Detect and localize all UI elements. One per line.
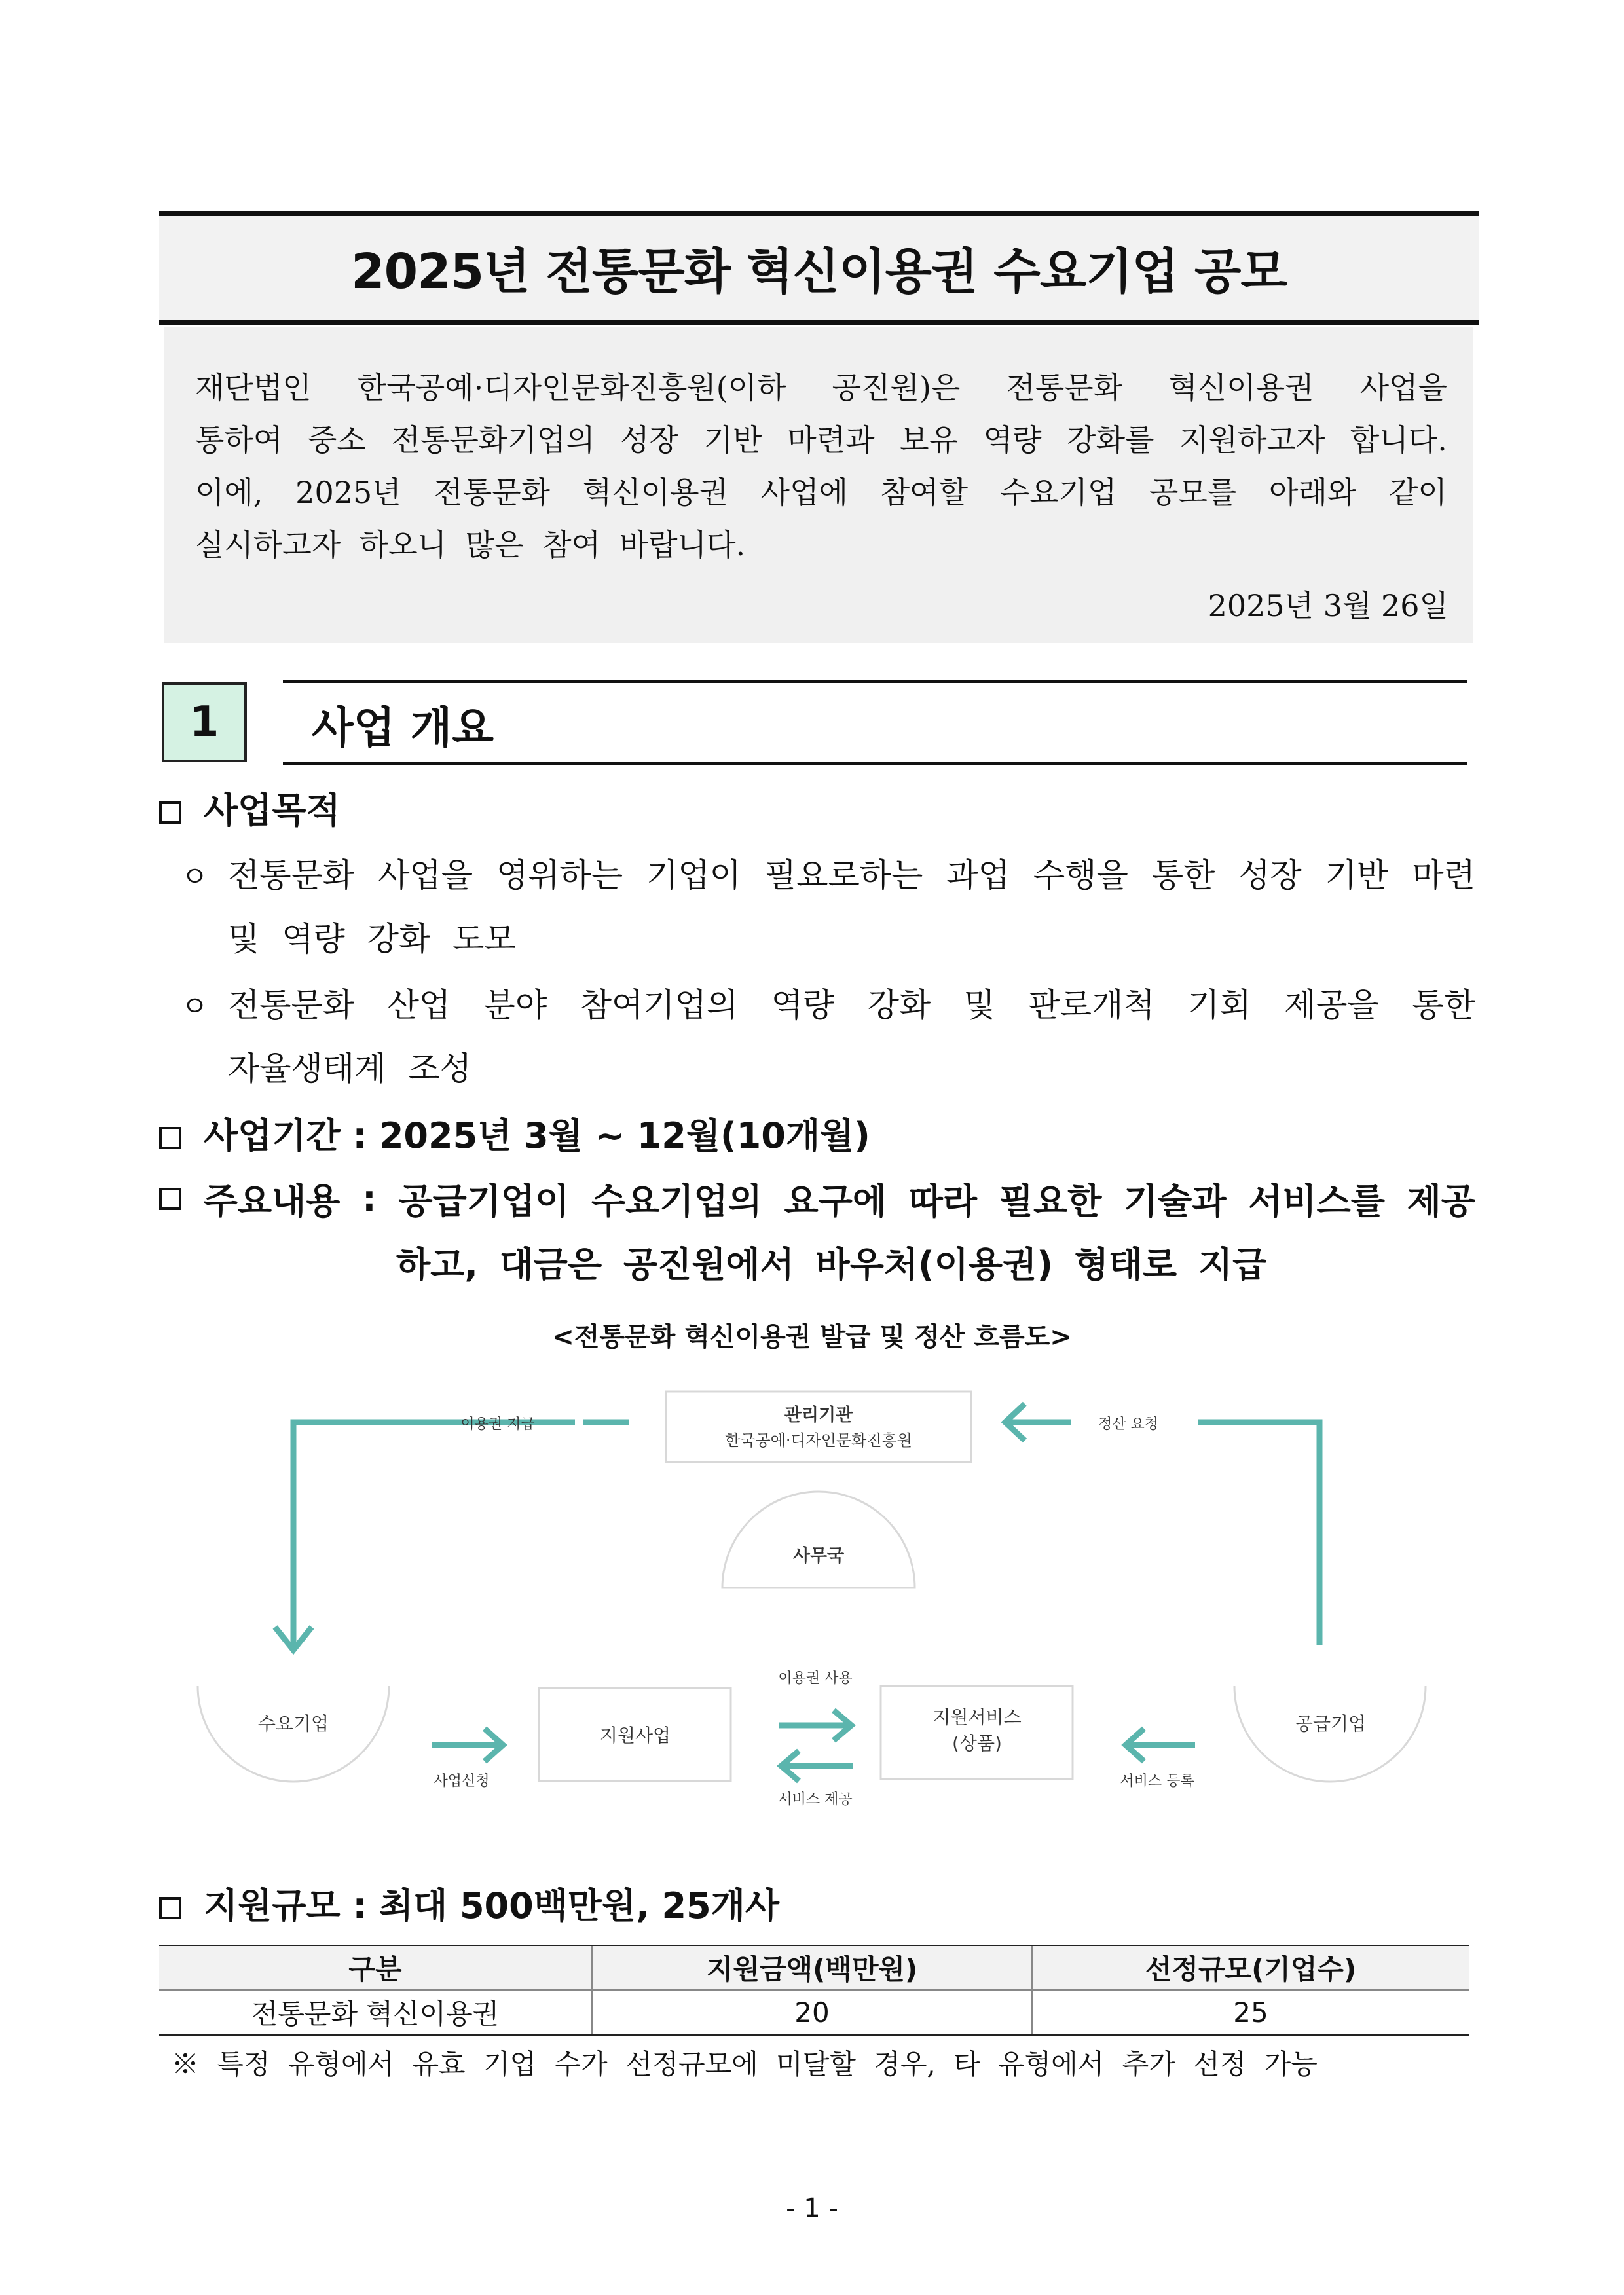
content-word: 주요내용: [203, 1181, 341, 1222]
intro-word: 한국공예·디자인문화진흥원(이하: [357, 370, 786, 405]
purpose-word: 산업: [387, 986, 451, 1024]
purpose-word: 판로개척: [1028, 986, 1155, 1024]
intro-line-3: [195, 473, 1447, 512]
document-title: 2025년 전통문화 혁신이용권 수요기업 공모: [351, 244, 1287, 300]
intro-word: 참여할: [880, 475, 968, 510]
intro-line-2: [195, 420, 1447, 460]
content-word: :: [362, 1178, 377, 1219]
circle-bullet-icon: ㅇ: [181, 990, 209, 1023]
checkbox-square-icon: [159, 1127, 181, 1149]
content-word: 공급기업이: [398, 1181, 570, 1222]
table-header-cell: 구분: [159, 1946, 592, 1990]
intro-word: 공모를: [1149, 475, 1237, 510]
intro-word: 전통문화기업의: [391, 422, 595, 458]
table-header-row: [159, 1946, 1469, 1990]
intro-word: 이에,: [195, 475, 263, 510]
settle-label: 정산 요청: [1098, 1416, 1159, 1433]
intro-word: 혁신이용권: [582, 475, 728, 510]
title-bar: [159, 211, 1479, 325]
content-word: 기술과: [1124, 1181, 1227, 1222]
intro-word: 2025년: [295, 475, 401, 510]
intro-word: 역량: [983, 422, 1042, 458]
purpose-heading: [159, 782, 341, 833]
purpose-word: 전통문화: [228, 856, 355, 894]
intro-word: 사업을: [1359, 370, 1447, 405]
intro-word: 혁신이용권: [1168, 370, 1314, 405]
admin-title: 관리기관: [784, 1405, 853, 1425]
section-rule-top: [283, 680, 1467, 683]
purpose-word: 참여기업의: [580, 986, 739, 1024]
checkbox-square-icon: [159, 1897, 181, 1919]
intro-word: 전통문화: [434, 475, 551, 510]
purpose-word: 기반: [1325, 856, 1389, 894]
arrow-issue-line: [293, 1422, 583, 1645]
scale-line: [159, 1878, 779, 1928]
section-rule-bottom: [283, 762, 1467, 765]
purpose-word: 분야: [483, 986, 547, 1024]
content-word: 요구에: [784, 1181, 887, 1222]
checkbox-square-icon: [159, 1188, 181, 1210]
table-row: [159, 1990, 1469, 2034]
purpose-item-1-line-2: 및 역량 강화 도모: [228, 920, 516, 958]
intro-line-4: 실시하고자 하오니 많은 참여 바랍니다.: [195, 527, 746, 562]
intro-word: 강화를: [1067, 422, 1154, 458]
register-label: 서비스 등록: [1120, 1773, 1194, 1790]
table-cell: 25: [1032, 1990, 1469, 2034]
content-line-1: [159, 1173, 1475, 1224]
support-service-label-2: (상품): [952, 1733, 1002, 1754]
content-line-2: 하고, 대금은 공진원에서 바우처(이용권) 형태로 지급: [396, 1244, 1267, 1285]
table-header-cell: 지원금액(백만원): [592, 1946, 1032, 1990]
intro-word: 재단법인: [195, 370, 312, 405]
support-table: [159, 1946, 1469, 2034]
intro-word: 같이: [1389, 475, 1447, 510]
support-project-label: 지원사업: [599, 1725, 671, 1746]
support-service-label-1: 지원서비스: [932, 1706, 1022, 1728]
intro-word: 통하여: [195, 422, 283, 458]
purpose-word: 영위하는: [496, 856, 623, 894]
purpose-word: 및: [963, 986, 995, 1024]
purpose-word: 전통문화: [228, 986, 355, 1024]
admin-subtitle: 한국공예·디자인문화진흥원: [725, 1431, 912, 1450]
content-word: 제공: [1407, 1181, 1475, 1222]
section-number: 1: [162, 682, 247, 762]
period-line: [159, 1108, 870, 1158]
intro-word: 공진원)은: [832, 370, 961, 405]
intro-word: 마련과: [787, 422, 875, 458]
purpose-word: 과업: [946, 856, 1010, 894]
checkbox-square-icon: [159, 801, 181, 824]
table-cell: 전통문화 혁신이용권: [251, 1998, 500, 2030]
intro-word: 보유: [900, 422, 959, 458]
page-number: - 1 -: [786, 2194, 838, 2224]
intro-word: 중소: [307, 422, 366, 458]
content-word: 따라: [908, 1181, 978, 1222]
intro-word: 전통문화: [1006, 370, 1123, 405]
intro-word: 지원하고자: [1179, 422, 1325, 458]
table-cell: 20: [592, 1990, 1032, 2034]
purpose-word: 수행을: [1033, 856, 1128, 894]
purpose-word: 제공을: [1284, 986, 1379, 1024]
purpose-item-2-line-1: [228, 979, 1475, 1026]
section-title: 사업 개요: [312, 703, 494, 753]
purpose-word: 통한: [1412, 986, 1475, 1024]
table-note: ※ 특정 유형에서 유효 기업 수가 선정규모에 미달할 경우, 타 유형에서 추가 선정 가능: [172, 2048, 1318, 2080]
purpose-item-1-line-1: [228, 849, 1475, 896]
purpose-word: 기업이: [646, 856, 741, 894]
use-label: 이용권 사용: [778, 1670, 853, 1687]
content-word: 필요한: [999, 1181, 1102, 1222]
intro-word: 기반: [703, 422, 762, 458]
intro-word: 수요기업: [1000, 475, 1117, 510]
demand-label: 수요기업: [257, 1713, 329, 1735]
table-bottom-rule: [159, 2034, 1469, 2036]
purpose-word: 역량: [771, 986, 835, 1024]
purpose-word: 성장: [1238, 856, 1302, 894]
issue-label: 이용권 지급: [460, 1416, 535, 1433]
supply-label: 공급기업: [1295, 1713, 1367, 1735]
purpose-word: 강화: [867, 986, 931, 1024]
purpose-word: 기회: [1188, 986, 1251, 1024]
purpose-word: 마련: [1412, 856, 1475, 894]
content-word: 수요기업의: [591, 1181, 762, 1222]
intro-line-1: [195, 368, 1447, 407]
announcement-date: 2025년 3월 26일: [1208, 588, 1449, 623]
intro-word: 아래와: [1269, 475, 1357, 510]
purpose-heading-text: 사업목적: [204, 790, 341, 831]
scale-text: 지원규모 : 최대 500백만원, 25개사: [204, 1885, 779, 1926]
period-text: 사업기간 : 2025년 3월 ~ 12월(10개월): [204, 1115, 870, 1156]
content-word: 서비스를: [1248, 1181, 1385, 1222]
intro-word: 성장: [620, 422, 679, 458]
purpose-word: 통한: [1151, 856, 1215, 894]
flow-diagram: [190, 1388, 1434, 1833]
admin-node: [666, 1391, 971, 1462]
diagram-caption: <전통문화 혁신이용권 발급 및 정산 흐름도>: [552, 1322, 1072, 1352]
intro-word: 합니다.: [1350, 422, 1447, 458]
office-node: [722, 1492, 915, 1588]
arrow-settle-line: [1198, 1422, 1320, 1645]
office-label: 사무국: [792, 1546, 845, 1566]
provide-label: 서비스 제공: [778, 1791, 853, 1808]
intro-word: 사업에: [760, 475, 848, 510]
purpose-word: 필요로하는: [764, 856, 923, 894]
table-header-cell: 선정규모(기업수): [1032, 1946, 1469, 1990]
purpose-item-2-line-2: 자율생태계 조성: [228, 1050, 471, 1088]
purpose-word: 사업을: [378, 856, 473, 894]
circle-bullet-icon: ㅇ: [181, 860, 209, 894]
apply-label: 사업신청: [434, 1773, 490, 1790]
